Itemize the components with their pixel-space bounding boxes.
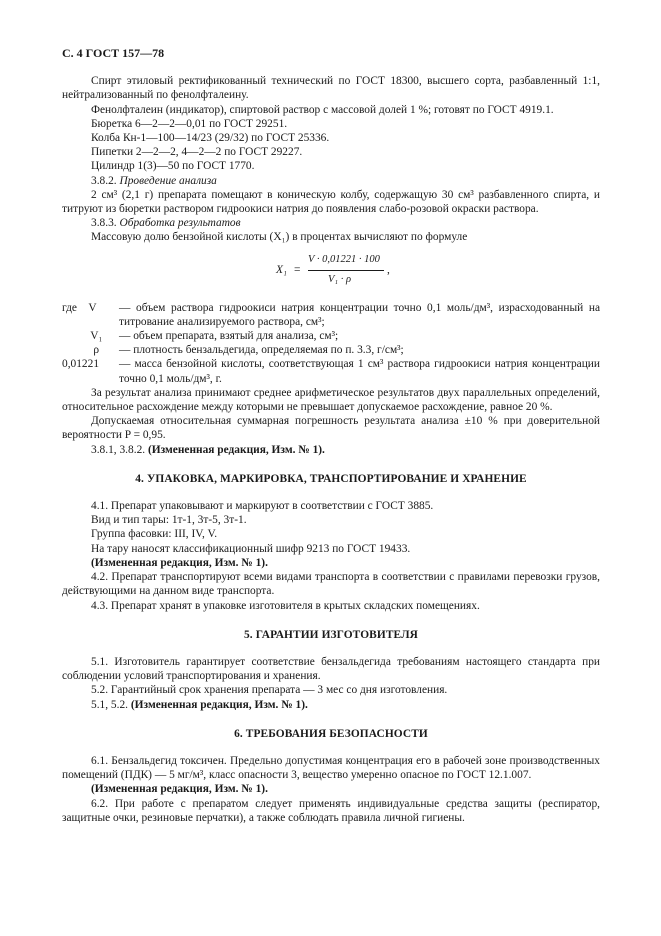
clause-6-2: 6.2. При работе с препаратом следует применять индивидуальные средства защиты (респиратор, защитные очки, резиновые перчатки), а также соблюдать правила личной гигиены. bbox=[62, 797, 600, 824]
subsection-title: Обработка результатов bbox=[119, 217, 241, 230]
fraction-bar bbox=[308, 270, 384, 271]
amendment-ref: 3.8.1, 3.8.2. bbox=[91, 443, 146, 456]
reagent-burette: Бюретка 6—2—2—0,01 по ГОСТ 29251. bbox=[91, 117, 288, 130]
clause-4-2: 4.2. Препарат транспортируют всеми видами транспорта в соответствии с правилами перевозки грузов, действующими на данном виде транспорта. bbox=[62, 571, 600, 598]
clause-4-3: 4.3. Препарат хранят в упаковке изготовителя в крытых складских помещениях. bbox=[91, 599, 480, 612]
section-4-title: 4. УПАКОВКА, МАРКИРОВКА, ТРАНСПОРТИРОВАНИЕ И ХРАНЕНИЕ bbox=[135, 472, 527, 485]
classification-code: На тару наносят классификационный шифр 9213 по ГОСТ 19433. bbox=[91, 542, 411, 555]
section-5-title: 5. ГАРАНТИИ ИЗГОТОВИТЕЛЯ bbox=[244, 628, 418, 641]
reagent-flask: Колба Кн-1—100—14/23 (29/32) по ГОСТ 25336. bbox=[91, 132, 330, 145]
definition-symbol: V₁ bbox=[62, 330, 103, 343]
definition-constant bbox=[62, 357, 600, 385]
error-paragraph: Допускаемая относительная суммарная погрешность результата анализа ±10 % при доверительной вероятности P = 0,95. bbox=[62, 415, 600, 442]
definition-text: — объем препарата, взятый для анализа, см³; bbox=[119, 330, 339, 343]
clause-4-1: 4.1. Препарат упаковывают и маркируют в соответствии с ГОСТ 3885. bbox=[91, 500, 434, 513]
amendment-label: (Измененная редакция, Изм. № 1). bbox=[147, 443, 325, 456]
definition-v1 bbox=[62, 329, 600, 343]
definition-v bbox=[62, 301, 600, 329]
reagent-alcohol: Спирт этиловый ректификованный технический по ГОСТ 18300, высшего сорта, разбавленный 1:1, нейтрализованный по фенолфталеину. bbox=[62, 75, 600, 102]
procedure-text: 2 см³ (2,1 г) препарата помещают в коническую колбу, содержащую 30 см³ разбавленного спирта, и титруют из бюретки раствором гидроокиси натрия до появления слабо-розовой окраски раствора. bbox=[62, 188, 600, 216]
amendment-ref: 5.1, 5.2. bbox=[91, 698, 129, 711]
reagent-pipettes: Пипетки 2—2—2, 4—2—2 по ГОСТ 29227. bbox=[91, 146, 303, 159]
definition-symbol: 0,01221 bbox=[62, 358, 100, 371]
formula bbox=[62, 251, 600, 295]
page-header: С. 4 ГОСТ 157—78 bbox=[62, 46, 165, 60]
definition-text: — плотность бензальдегида, определяемая по п. 3.3, г/см³; bbox=[119, 344, 404, 357]
clause-6-1: 6.1. Бензальдегид токсичен. Предельно допустимая концентрация его в рабочей зоне производственных помещений (ПДК) — 5 мг/м³, класс опасности 3, вещество умеренно опасное по ГОСТ 12.1.007. bbox=[62, 754, 600, 782]
formula-equals: = bbox=[294, 263, 301, 276]
amendment-label: (Измененная редакция, Изм. № 1). bbox=[91, 556, 268, 569]
definition-text: — масса бензойной кислоты, соответствующая 1 см³ раствора гидроокиси натрия концентрации точно 0,1 моль/дм³, г. bbox=[119, 358, 600, 385]
amendment-note bbox=[62, 698, 600, 712]
clause-5-2: 5.2. Гарантийный срок хранения препарата — 3 мес со дня изготовления. bbox=[91, 684, 448, 697]
subsection-3-8-2-heading bbox=[62, 174, 600, 188]
definition-symbol: где V bbox=[62, 301, 97, 314]
formula-tail: , bbox=[387, 263, 390, 276]
definition-text: — объем раствора гидроокиси натрия концентрации точно 0,1 моль/дм³, израсходованный на титрование анализируемого раствора, см³; bbox=[119, 301, 600, 328]
document-page bbox=[62, 46, 600, 825]
packing-group: Группа фасовки: III, IV, V. bbox=[91, 528, 218, 541]
formula-numerator: V · 0,01221 · 100 bbox=[308, 253, 380, 265]
definition-rho bbox=[62, 343, 600, 357]
amendment-label: (Измененная редакция, Изм. № 1). bbox=[130, 698, 308, 711]
container-types: Вид и тип тары: 1т-1, 3т-5, 3т-1. bbox=[91, 514, 247, 527]
formula-lhs: X₁ bbox=[276, 263, 287, 276]
result-paragraph: За результат анализа принимают среднее арифметическое результатов двух параллельных определений, относительное расхождение между которыми не превышает допускаемое расхождение, равное 20 %. bbox=[62, 386, 600, 414]
variable-definitions bbox=[62, 301, 600, 386]
definition-symbol: ρ bbox=[62, 344, 100, 357]
reagent-phenolphthalein: Фенолфталеин (индикатор), спиртовой раствор с массовой долей 1 %; готовят по ГОСТ 4919.1. bbox=[91, 103, 554, 116]
subsection-title: Проведение анализа bbox=[119, 174, 217, 187]
reagent-cylinder: Цилиндр 1(3)—50 по ГОСТ 1770. bbox=[91, 160, 255, 173]
subsection-number: 3.8.3. bbox=[91, 217, 117, 230]
formula-denominator: V₁ · ρ bbox=[328, 273, 351, 285]
clause-5-1: 5.1. Изготовитель гарантирует соответствие бензальдегида требованиям настоящего стандарта при соблюдении условий транспортирования и хранения. bbox=[62, 655, 600, 683]
results-intro: Массовую долю бензойной кислоты (X₁) в процентах вычисляют по формуле bbox=[91, 231, 468, 244]
section-6-title: 6. ТРЕБОВАНИЯ БЕЗОПАСНОСТИ bbox=[234, 727, 428, 740]
amendment-note bbox=[62, 443, 600, 457]
amendment-label: (Измененная редакция, Изм. № 1). bbox=[91, 783, 268, 796]
subsection-3-8-3-heading bbox=[62, 216, 600, 230]
subsection-number: 3.8.2. bbox=[91, 174, 117, 187]
